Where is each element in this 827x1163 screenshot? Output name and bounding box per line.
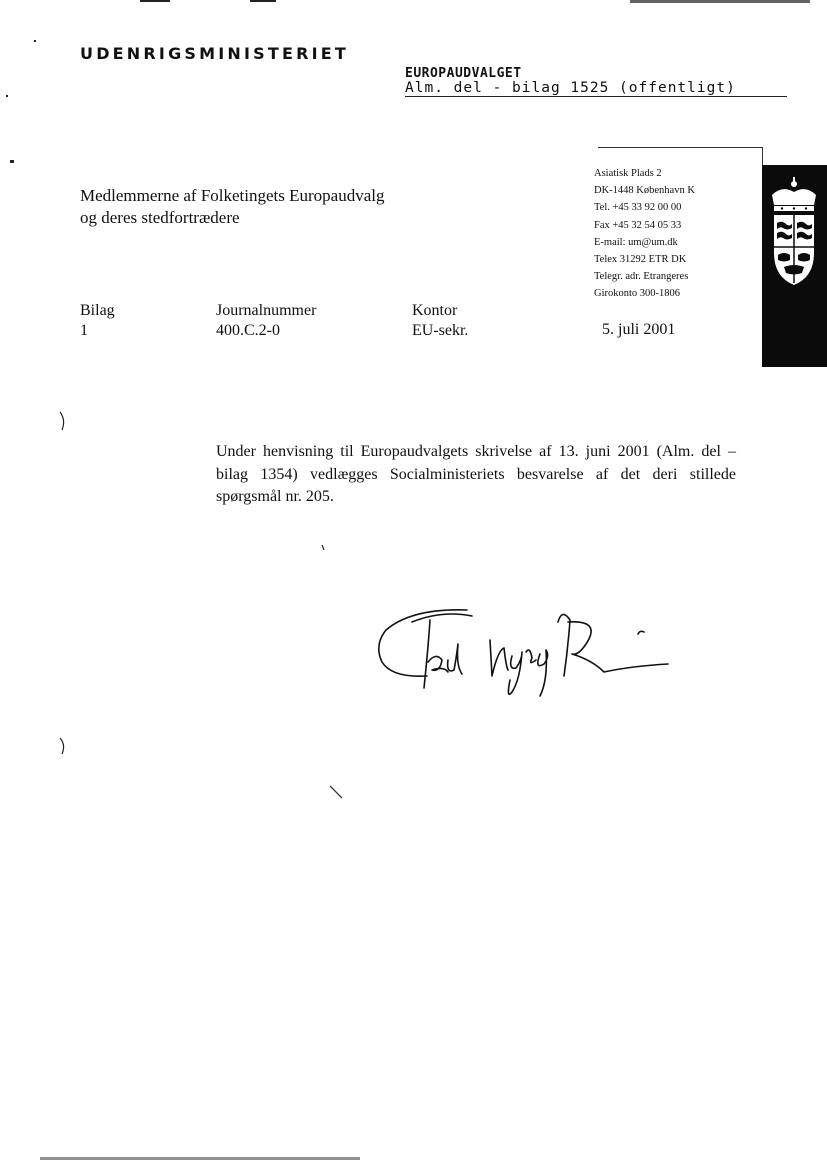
contact-line: DK-1448 København K	[594, 185, 695, 197]
ministry-name: UDENRIGSMINISTERIET	[80, 44, 350, 63]
addressee-line-1: Medlemmerne af Folketingets Europaudvalg	[80, 186, 385, 205]
contact-line: Telex 31292 ETR DK	[594, 254, 687, 266]
addressee	[80, 185, 385, 229]
stamp-underline	[405, 96, 787, 97]
contact-line: E-mail: um@um.dk	[594, 236, 678, 248]
kontor-label: Kontor	[412, 302, 458, 319]
contact-line: Telegr. adr. Etrangeres	[594, 271, 689, 283]
stamp-reference: Alm. del - bilag 1525 (offentligt)	[405, 80, 736, 96]
contact-line: Fax +45 32 54 05 33	[594, 219, 682, 231]
contact-line: Girokonto 300-1806	[594, 288, 681, 300]
contact-line: Tel. +45 33 92 00 00	[594, 202, 682, 214]
journal-value: 400.C.2-0	[216, 322, 280, 339]
signature-icon	[372, 600, 672, 710]
letter-date: 5. juli 2001	[602, 321, 676, 338]
crest-icon	[762, 165, 827, 367]
bilag-value: 1	[80, 322, 88, 339]
contact-line: Asiatisk Plads 2	[594, 168, 662, 179]
contact-rule	[598, 147, 762, 148]
crest-panel	[762, 165, 827, 367]
addressee-line-2: og deres stedfortrædere	[80, 208, 240, 227]
stamp-committee: EUROPAUDVALGET	[405, 66, 522, 81]
kontor-value: EU-sekr.	[412, 322, 469, 339]
body-paragraph: Under henvisning til Europaudvalgets skrivelse af 13. juni 2001 (Alm. del – bilag 1354) vedlægges Socialministeriets besvarelse af det deri stillede spørgsmål nr. 205.	[216, 443, 736, 505]
journal-label: Journalnummer	[216, 302, 317, 319]
contact-block	[594, 165, 695, 303]
bilag-label: Bilag	[80, 302, 115, 319]
